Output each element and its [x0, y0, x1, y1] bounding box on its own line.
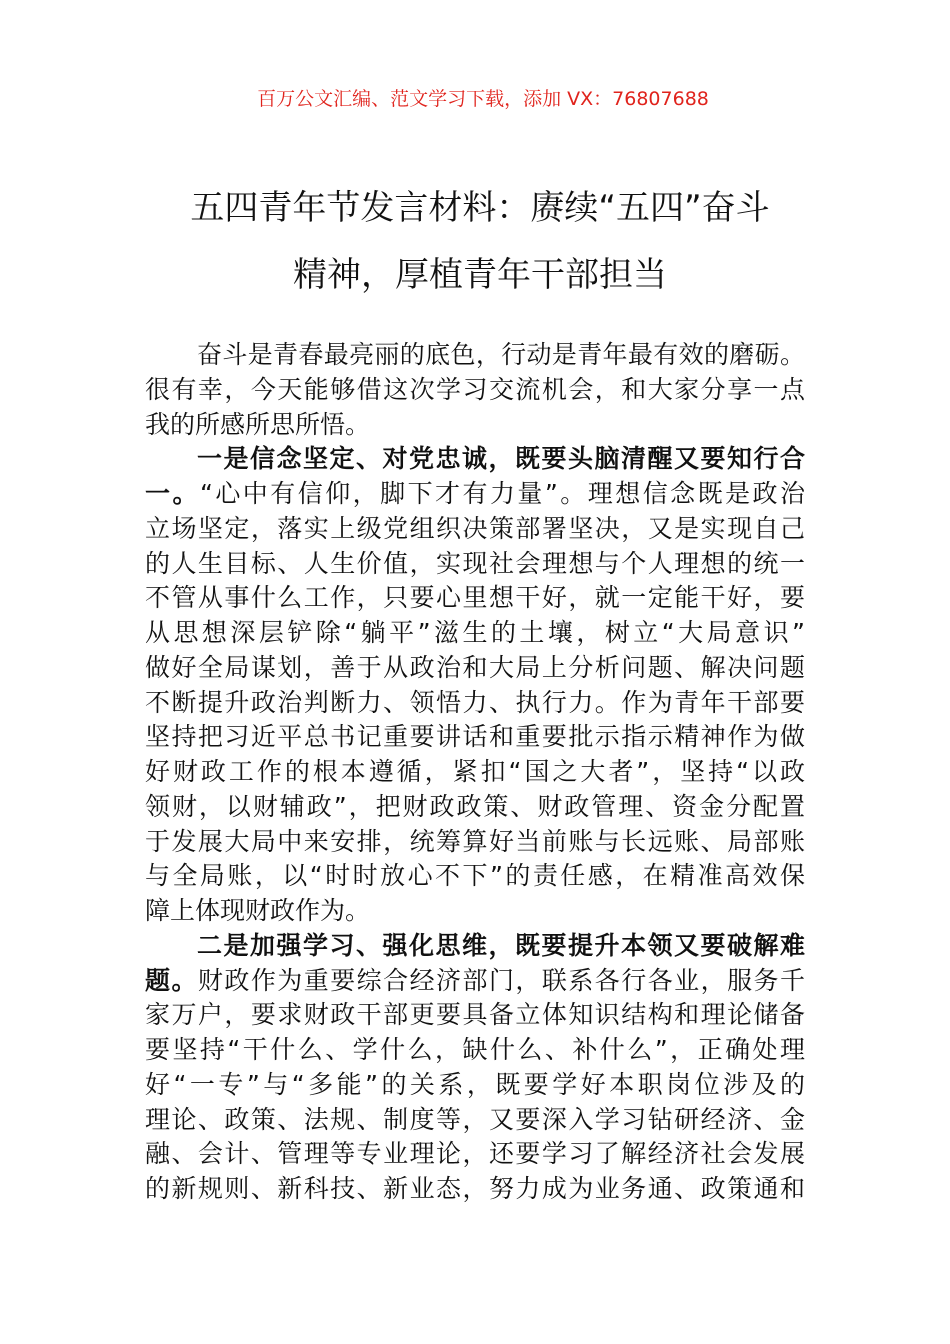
- text-line: [145, 894, 805, 929]
- body-text: 理论、政策、法规、制度等，又要深入学习钻研经济、金: [145, 1104, 805, 1134]
- text-line: [145, 790, 805, 825]
- body-text: 的人生目标、人生价值，实现社会理想与个人理想的统一: [145, 548, 805, 578]
- text-line: [145, 512, 805, 547]
- text-line: [145, 1172, 805, 1207]
- text-line: [145, 720, 805, 755]
- text-line: [145, 408, 805, 443]
- document-title-line-2: 精神，厚植青年干部担当: [293, 255, 667, 295]
- text-line: [145, 651, 805, 686]
- body-text: 奋斗是青春最亮丽的底色，行动是青年最有效的磨砺。: [197, 340, 805, 369]
- document-body: [145, 338, 805, 1207]
- body-text: 于发展大局中来安排，统筹算好当前账与长远账、局部账: [145, 826, 805, 856]
- text-line: [145, 442, 805, 477]
- bold-heading-text: 一。: [145, 479, 200, 508]
- body-text: 很有幸，今天能够借这次学习交流机会，和大家分享一点: [145, 374, 805, 404]
- text-line: [145, 1068, 805, 1103]
- body-text: 要坚持“干什么、学什么，缺什么、补什么”，正确处理: [145, 1035, 805, 1064]
- text-line: [145, 616, 805, 651]
- body-text: 的新规则、新科技、新业态，努力成为业务通、政策通和: [145, 1174, 805, 1203]
- body-text: 好“一专”与“多能”的关系，既要学好本职岗位涉及的: [145, 1069, 805, 1099]
- body-text: 领财，以财辅政”，把财政政策、财政管理、资金分配置: [145, 791, 805, 821]
- body-text: 好财政工作的根本遵循，紧扣“国之大者”，坚持“以政: [145, 757, 805, 786]
- body-text: 坚持把习近平总书记重要讲话和重要批示指示精神作为做: [145, 722, 805, 752]
- text-line: [145, 477, 805, 512]
- bold-heading-text: 题。: [145, 965, 198, 995]
- body-text: 家万户，要求财政干部更要具备立体知识结构和理论储备: [145, 1000, 805, 1030]
- body-text: 融、会计、管理等专业理论，还要学习了解经济社会发展: [145, 1139, 805, 1169]
- text-line: [145, 1137, 805, 1172]
- body-text: 障上体现财政作为。: [145, 896, 371, 925]
- body-text: 不断提升政治判断力、领悟力、执行力。作为青年干部要: [145, 687, 805, 717]
- text-line: [145, 581, 805, 616]
- body-text: 与全局账，以“时时放心不下”的责任感，在精准高效保: [145, 861, 805, 891]
- body-text: 做好全局谋划，善于从政治和大局上分析问题、解决问题: [145, 652, 805, 682]
- bold-heading-text: 一是信念坚定、对党忠诚，既要头脑清醒又要知行合: [197, 444, 805, 474]
- watermark-header: 百万公文汇编、范文学习下载，添加 VX：76807688: [257, 88, 709, 110]
- bold-heading-text: 二是加强学习、强化思维，既要提升本领又要破解难: [197, 930, 805, 960]
- body-text: 从思想深层铲除“躺平”滋生的土壤，树立“大局意识”: [145, 618, 805, 647]
- text-line: [145, 998, 805, 1033]
- text-line: [145, 825, 805, 860]
- text-line: [145, 1033, 805, 1068]
- text-line: [145, 755, 805, 790]
- text-line: [145, 373, 805, 408]
- document-title-line-1: 五四青年节发言材料：赓续“五四”奋斗: [190, 188, 770, 228]
- text-line: [145, 338, 805, 373]
- text-line: [145, 1103, 805, 1138]
- text-line: [145, 964, 805, 999]
- text-line: [145, 929, 805, 964]
- body-text: 不管从事什么工作，只要心里想干好，就一定能干好，要: [145, 583, 805, 613]
- text-line: [145, 859, 805, 894]
- text-line: [145, 686, 805, 721]
- text-line: [145, 547, 805, 582]
- body-text: 我的所感所思所悟。: [145, 409, 371, 439]
- body-text: 财政作为重要综合经济部门，联系各行各业，服务千: [197, 965, 805, 995]
- body-text: “心中有信仰，脚下才有力量”。理想信念既是政治: [199, 479, 805, 508]
- body-text: 立场坚定，落实上级党组织决策部署坚决，又是实现自己: [145, 513, 805, 543]
